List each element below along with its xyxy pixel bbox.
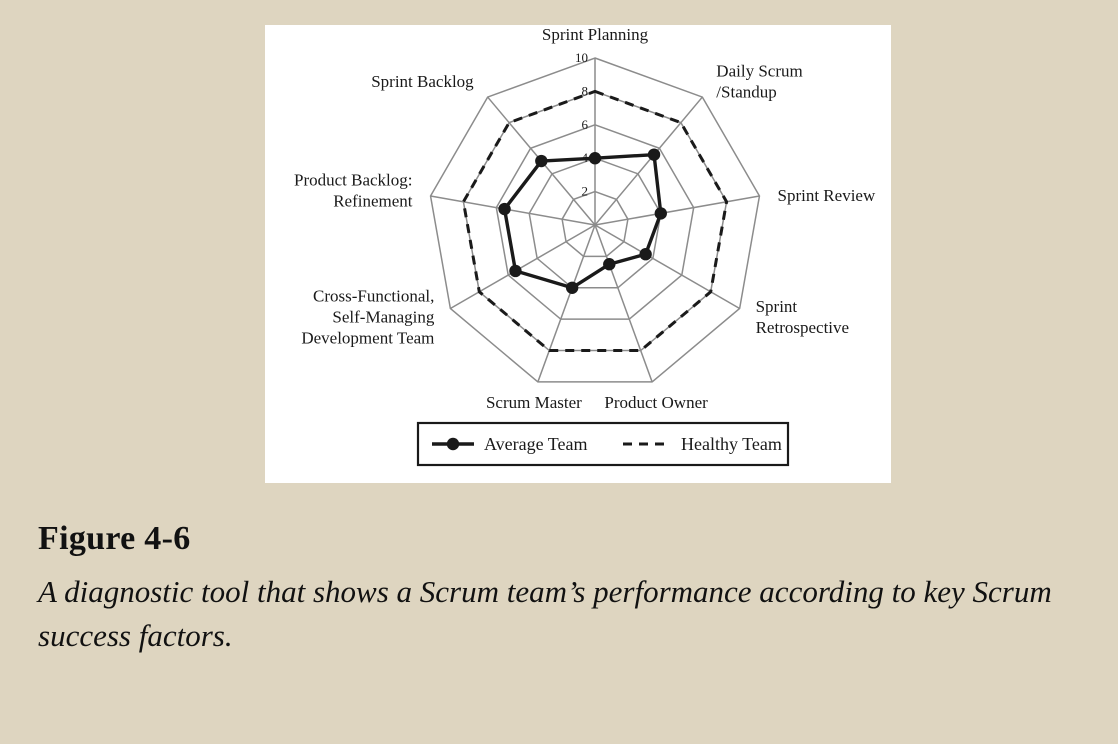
svg-text:Average Team: Average Team [484,434,588,454]
svg-text:Healthy Team: Healthy Team [681,434,782,454]
figure-caption: A diagnostic tool that shows a Scrum team’s performance according to key Scrum success factors. [38,574,1052,654]
svg-text:8: 8 [581,83,588,99]
svg-text:4: 4 [581,150,588,166]
svg-text:Sprint Review: Sprint Review [777,186,876,205]
svg-text:6: 6 [581,116,588,132]
svg-text:SprintRetrospective: Sprint Retrospective [755,297,850,337]
svg-text:Cross-Functional,Self-Managing: Cross-Functional, Self-Managing Development Team [301,286,435,348]
radar-chart [265,25,891,483]
svg-text:Scrum Master: Scrum Master [485,392,582,412]
svg-text:Sprint Backlog: Sprint Backlog [371,72,474,92]
figure-caption-block [38,520,1088,658]
svg-text:Product Backlog:Refinement: Product Backlog: Refinement [293,170,413,211]
svg-text:Product Owner: Product Owner [604,392,708,412]
svg-text:Daily Scrum/Standup: Daily Scrum /Standup [716,61,803,102]
svg-text:Sprint Planning: Sprint Planning [541,25,649,44]
figure-number: Figure 4-6 [38,520,191,557]
radar-tick-labels [575,50,589,199]
svg-text:2: 2 [581,183,588,199]
chart-legend [418,423,788,465]
figure-panel [265,25,891,483]
svg-text:10: 10 [575,50,588,65]
